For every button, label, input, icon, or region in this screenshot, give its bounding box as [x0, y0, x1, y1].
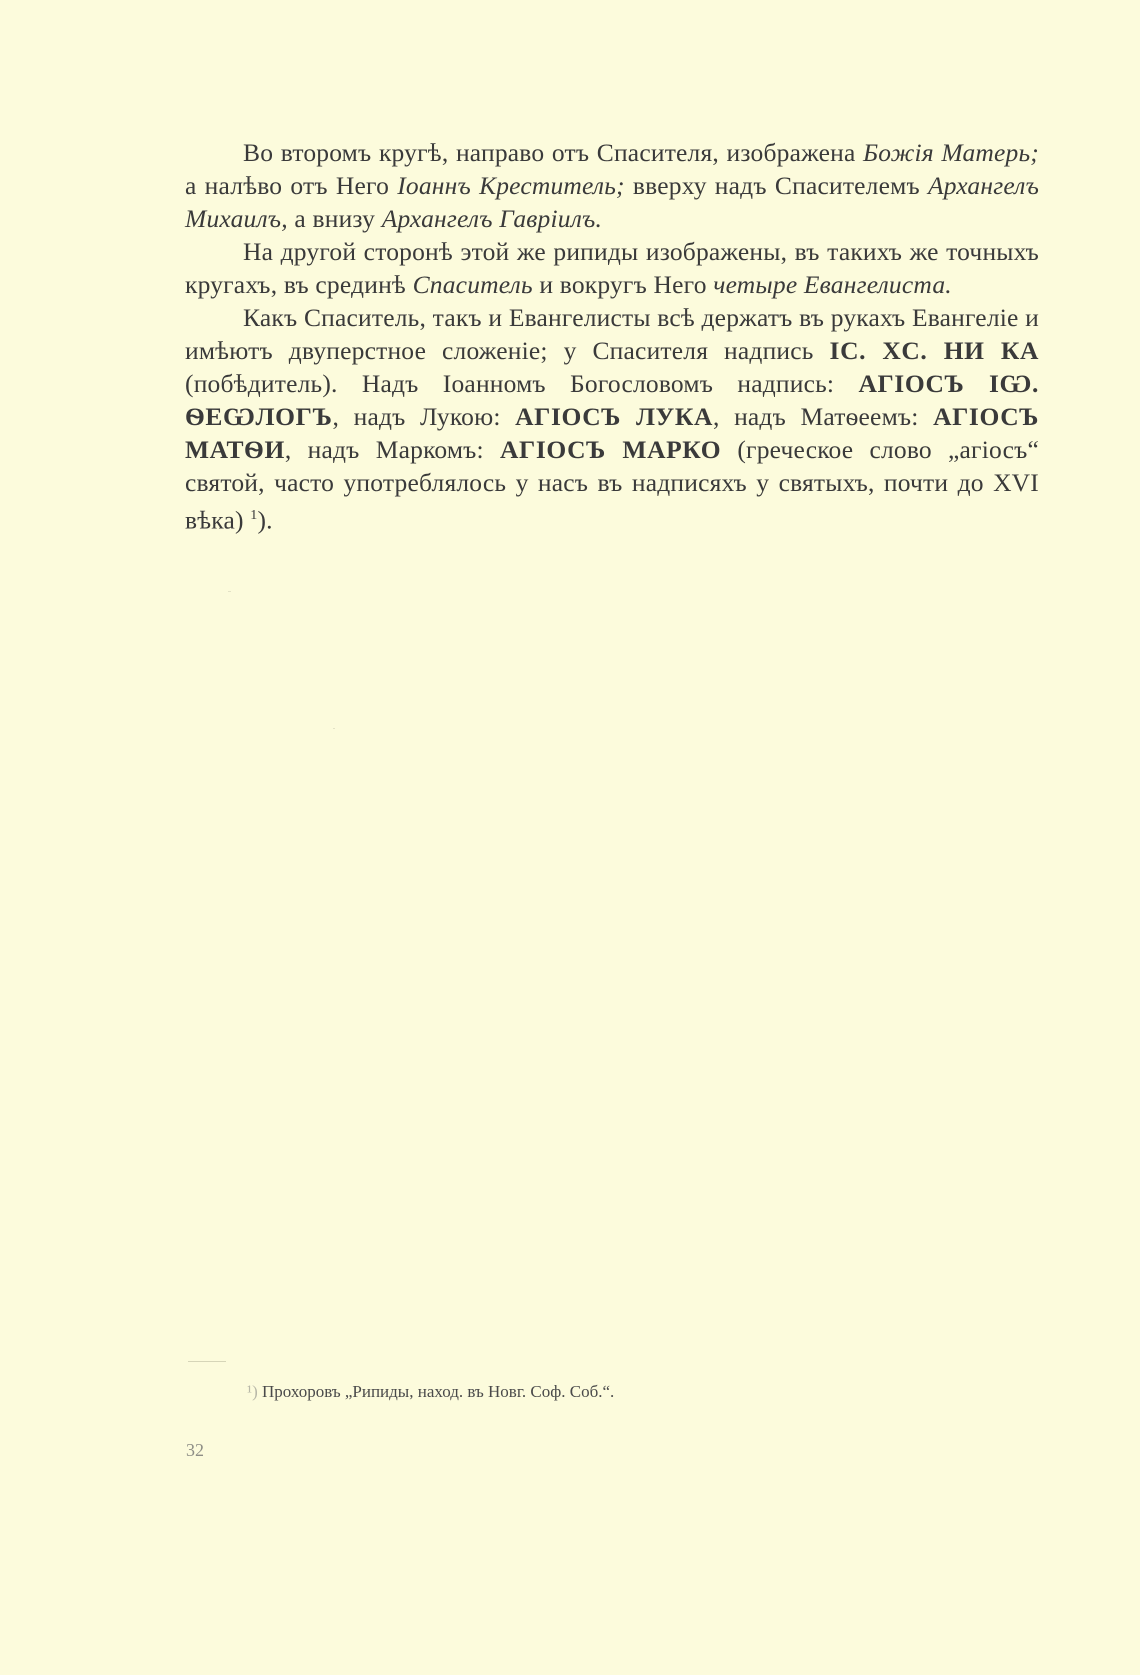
- page-number: 32: [186, 1440, 204, 1460]
- italic-four-evangelists: четыре Евангелиста.: [713, 270, 952, 299]
- inscription-ic-xc: IC. XC. НИ КА: [829, 336, 1039, 365]
- footnote: [247, 1381, 847, 1403]
- italic-name-archangel-gabriel: Архангелъ Гавріилъ.: [381, 204, 603, 233]
- footnote-separator: [188, 1361, 226, 1362]
- italic-name-archangel-michael: Архангелъ Михаилъ,: [185, 171, 1039, 233]
- text-run: ).: [257, 505, 273, 535]
- text-run: , надъ Матѳеемъ:: [712, 402, 934, 431]
- text-run: и вокругъ Него: [532, 270, 714, 299]
- text-run: (греческое слово „агіосъ“ святой, часто употреблялось у насъ въ надписяхъ у святыхъ, почти до XVI вѣка): [185, 435, 1039, 535]
- inscription-mark: АГІОСЪ МАРКО: [499, 435, 722, 464]
- text-run: , надъ Маркомъ:: [284, 435, 500, 464]
- footnote-text: Прохоровъ „Рипиды, наход. въ Новг. Соф. Соб.“.: [262, 1382, 615, 1401]
- text-run: На другой сторонѣ этой же рипиды изображены, въ такихъ же точныхъ кругахъ, въ срединѣ: [185, 237, 1039, 299]
- text-run: Какъ Спаситель, такъ и Евангелисты всѣ держатъ въ рукахъ Евангеліе и имѣютъ двуперстное сложеніе; у Спасителя надпись: [185, 303, 1039, 365]
- footnote-mark: ¹): [247, 1382, 258, 1401]
- inscription-theologian: АГІОСЪ IѠ. ѲЕѠЛОГЪ: [185, 369, 1039, 431]
- footnote-reference: 1: [250, 508, 258, 523]
- text-run: (побѣдитель). Надъ Іоанномъ Богословомъ надпись:: [185, 369, 859, 398]
- paragraph-3: [185, 301, 1039, 537]
- text-run: вверху надъ Спасителемъ: [624, 171, 929, 200]
- text-run: а налѣво отъ Него: [185, 171, 398, 200]
- paper-speck: [228, 591, 231, 592]
- text-run: а внизу: [287, 204, 382, 233]
- italic-name-john-baptist: Іоаннъ Креститель;: [397, 171, 625, 200]
- inscription-luke: АГІОСЪ ЛУКА: [515, 402, 713, 431]
- italic-name-saviour: Спаситель: [412, 270, 533, 299]
- text-run: , надъ Лукою:: [332, 402, 516, 431]
- paragraph-1: [185, 136, 1039, 235]
- body-text: [185, 136, 1039, 537]
- paper-speck: [333, 728, 335, 729]
- paragraph-2: [185, 235, 1039, 301]
- inscription-matthew: АГІОСЪ МАТѲИ: [185, 402, 1039, 464]
- text-run: Во второмъ кругѣ, направо отъ Спасителя, изображена: [243, 138, 864, 167]
- italic-name-theotokos: Божія Матерь;: [863, 138, 1039, 167]
